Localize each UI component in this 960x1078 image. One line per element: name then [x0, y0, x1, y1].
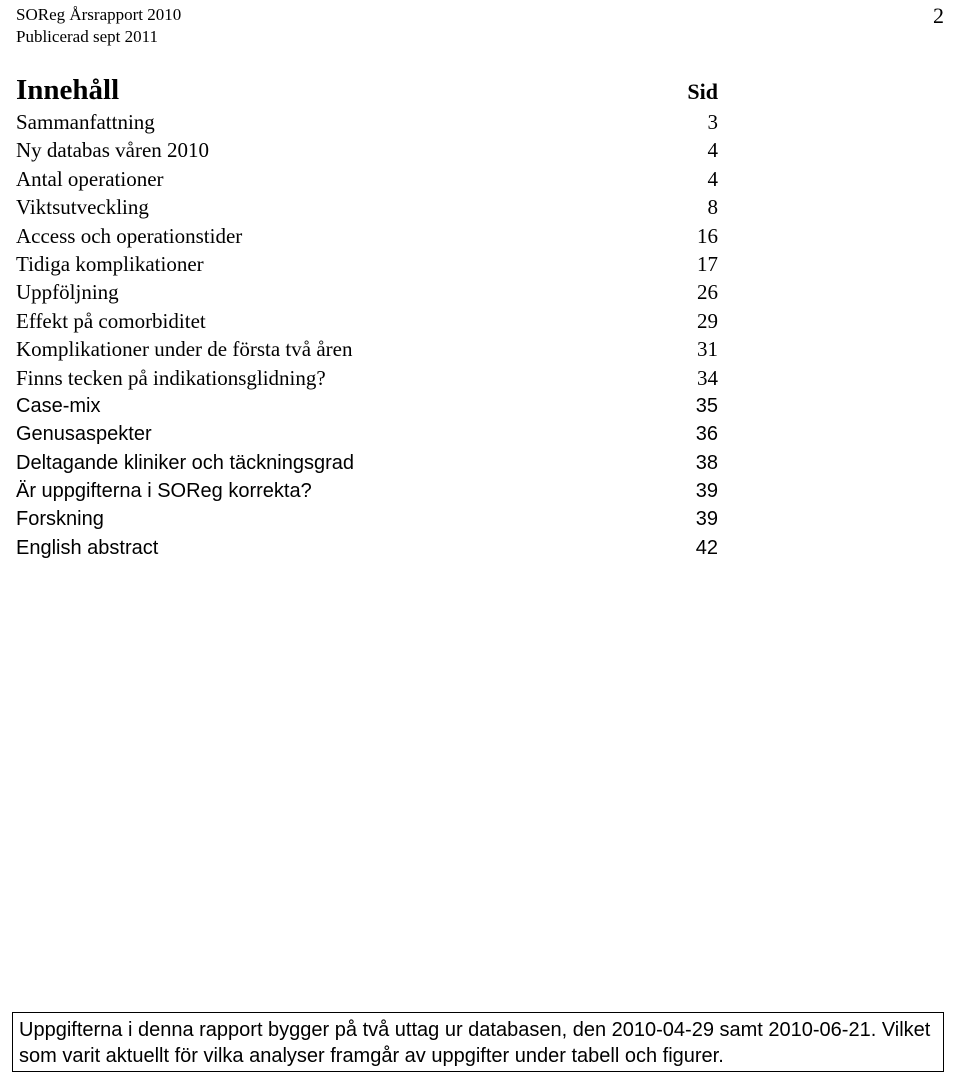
toc-entry-label: Deltagande kliniker och täckningsgrad	[16, 451, 354, 474]
toc-entry[interactable]	[16, 420, 718, 448]
toc-entry-label: Access och operationstider	[16, 223, 243, 248]
toc-entry-label: Antal operationer	[16, 166, 164, 191]
toc-entry-label: Är uppgifterna i SOReg korrekta?	[16, 480, 312, 503]
toc-entry-label: Ny databas våren 2010	[16, 138, 210, 163]
page-number: 2	[933, 3, 944, 28]
toc-entry[interactable]	[16, 534, 718, 562]
toc-entry-label: Uppföljning	[16, 280, 119, 305]
toc-entry-page: 31	[697, 337, 718, 362]
toc-entry[interactable]	[16, 364, 718, 392]
toc-entries	[16, 108, 718, 562]
toc-entry-page: 34	[697, 365, 718, 390]
publication-date: Publicerad sept 2011	[16, 27, 158, 46]
toc-entry-page: 42	[695, 536, 718, 559]
toc-entry-page: 29	[697, 308, 718, 333]
toc-entry[interactable]	[16, 505, 718, 533]
toc-entry-label: English abstract	[16, 536, 159, 559]
toc-entry-page: 36	[695, 423, 718, 446]
toc-entry[interactable]	[16, 165, 718, 193]
toc-entry[interactable]	[16, 449, 718, 477]
toc-entry[interactable]	[16, 250, 718, 278]
toc-entry[interactable]	[16, 222, 718, 250]
toc-entry-page: 4	[707, 166, 718, 191]
toc-entry-label: Forskning	[16, 508, 104, 531]
toc-entry-page: 39	[695, 480, 718, 503]
toc-entry-label: Finns tecken på indikationsglidning?	[16, 365, 326, 390]
toc-entry-label: Effekt på comorbiditet	[16, 308, 206, 333]
table-of-contents	[16, 74, 718, 562]
toc-entry-page: 35	[695, 394, 718, 417]
toc-title: Innehåll	[16, 74, 120, 106]
toc-entry[interactable]	[16, 108, 718, 136]
toc-entry-label: Komplikationer under de första två åren	[16, 337, 353, 362]
toc-entry[interactable]	[16, 136, 718, 164]
report-title: SOReg Årsrapport 2010	[16, 5, 182, 24]
toc-entry-page: 4	[707, 138, 718, 163]
toc-entry-page: 26	[697, 280, 718, 305]
toc-entry-label: Genusaspekter	[16, 423, 152, 446]
toc-entry-page: 39	[695, 508, 718, 531]
toc-entry[interactable]	[16, 307, 718, 335]
toc-entry-page: 3	[707, 110, 718, 134]
toc-entry[interactable]	[16, 278, 718, 306]
toc-entry-page: 8	[707, 195, 718, 220]
toc-header	[16, 74, 718, 108]
toc-entry-label: Tidiga komplikationer	[16, 251, 204, 276]
toc-entry-page: 17	[697, 251, 718, 276]
data-source-note: Uppgifterna i denna rapport bygger på två uttag ur databasen, den 2010-04-29 samt 2010-06-21. Vilket som varit aktuellt för vilka analyser framgår av uppgifter under tabell och figurer.	[12, 1012, 944, 1072]
toc-entry[interactable]	[16, 477, 718, 505]
toc-entry-label: Viktsutveckling	[16, 195, 149, 220]
toc-entry[interactable]	[16, 335, 718, 363]
toc-entry-page: 16	[697, 223, 718, 248]
toc-page-column-label: Sid	[687, 79, 718, 104]
toc-entry[interactable]	[16, 193, 718, 221]
toc-entry-label: Sammanfattning	[16, 110, 155, 134]
toc-entry[interactable]	[16, 392, 718, 420]
toc-entry-label: Case-mix	[16, 394, 101, 417]
page-header	[16, 4, 181, 48]
toc-entry-page: 38	[695, 451, 718, 474]
